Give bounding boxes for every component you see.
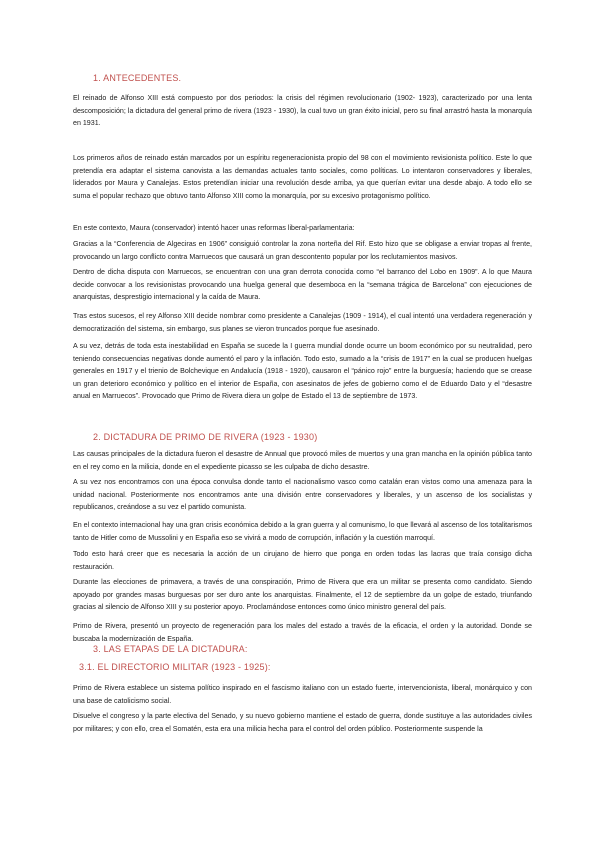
paragraph: Las causas principales de la dictadura fueron el desastre de Annual que provocó miles de muertos y una gran mancha en la opinión pública tanto en el rey como en la milicia, donde en el expediente picasso se les culpaba de dicho desastre. (73, 450, 532, 471)
paragraph: Tras estos sucesos, el rey Alfonso XIII decide nombrar como presidente a Canalejas (1909 - 1914), el cual intentó una verdadera regeneración y democratización del sistema, sin embargo, sus planes se vieron truncados porque fue asesinado. (73, 312, 532, 333)
paragraph: Durante las elecciones de primavera, a través de una conspiración, Primo de Rivera que era un militar se presenta como candidato. Siendo apoyado por grandes masas burguesas por ser duro ante los anarquistas. Finalmente, el 12 de septiembre da un golpe de estado, triunfando gracias al silencio de Alfonso XIII y su posterior apoyo. Proclamándose entonces como único ministro general del país. (73, 578, 532, 612)
paragraph: Gracias a la “Conferencia de Algeciras en 1906” consiguió controlar la zona norteña del Rif. Esto hizo que se obligase a enviar tropas al frente, provocando un largo conflicto contra Marruecos que causará un gran descontento popular por los reclutamientos masivos. (73, 240, 532, 261)
paragraph: A su vez, detrás de toda esta inestabilidad en España se sucede la I guerra mundial donde ocurre un boom económico por su neutralidad, pero teniendo consecuencias negativas donde aumentó el paro y la inflación. Todo esto, sumado a la “crisis de 1917” en la cual se producen huelgas generales en 1917 y el trienio de Bolchevique en Andalucía (1918 - 1920), causaron el “pánico rojo” entre la burguesía; haciendo que se crease un gran deterioro económico y político en el interior de España, con asesinatos de jefes de gobierno como el de Eduardo Dato y el “desastre anual en Marruecos”. Provocado que Primo de Rivera diera un golpe de Estado el 13 de septiembre de 1973. (73, 342, 532, 401)
section-heading-etapas: 3. LAS ETAPAS DE LA DICTADURA: (93, 644, 248, 654)
paragraph: Los primeros años de reinado están marcados por un espíritu regeneracionista propio del 98 con el movimiento revisionista político. Este lo que pretendía era adaptar el sistema canovista a las demandas actuales tanto sociales, como políticas. Lo intentaron conservadores y liberales, liderados por Maura y Canalejas. Estos pretendían iniciar una revolución desde arriba, ya que querían evitar una desde abajo. A todo ello se suma el popular rechazo que obtuvo tanto Alfonso XIII como la monarquía, por su excesivo protagonismo político. (73, 154, 532, 200)
paragraph: En este contexto, Maura (conservador) intentó hacer unas reformas liberal-parlamentaria: (73, 224, 355, 232)
subsection-heading-directorio: 3.1. EL DIRECTORIO MILITAR (1923 - 1925): (79, 662, 271, 672)
paragraph: En el contexto internacional hay una gran crisis económica debido a la gran guerra y al comunismo, lo que llevará al ascenso de los totalitarismos tanto de Hitler como de Mussolini y en España eso se vivirá a modo de corrupción, inflación y la cuestión marroquí. (73, 521, 532, 542)
paragraph: Disuelve el congreso y la parte electiva del Senado, y su nuevo gobierno mantiene el estado de guerra, donde sustituye a las autoridades civiles por militares; y con ello, crea el Somatén, esta era una milicia hecha para el control del orden público. Posteriormente suspende la (73, 712, 532, 733)
section-heading-antecedentes: 1. ANTECEDENTES. (93, 73, 182, 83)
paragraph: El reinado de Alfonso XIII está compuesto por dos periodos: la crisis del régimen revolucionario (1902- 1923), caracterizado por una lenta descomposición; la dictadura del general primo de rivera (1923 - 1930), la cual tuvo un gran éxito inicial, pero su final arrastró hasta la monarquía en 1931. (73, 94, 532, 128)
paragraph: Todo esto hará creer que es necesaria la acción de un cirujano de hierro que ponga en orden todas las lacras que traía consigo dicha restauración. (73, 550, 532, 571)
paragraph: Dentro de dicha disputa con Marruecos, se encuentran con una gran derrota conocida como “el barranco del Lobo en 1909”. A lo que Maura decide convocar a los revisionistas provocando una huelga general que desemboca en la “semana trágica de Barcelona” con ejecuciones de anarquistas, desprestigio internacional y la caída de Maura. (73, 268, 532, 302)
paragraph: A su vez nos encontramos con una época convulsa donde tanto el nacionalismo vasco como catalán eran vistos como una amenaza para la unidad nacional. Posteriormente nos encontramos ante una división entre conservadores y liberales, y un ascenso de los socialistas y republicanos, creándose a su vez el partido comunista. (73, 478, 532, 512)
paragraph: Primo de Rivera establece un sistema político inspirado en el fascismo italiano con un estado fuerte, intervencionista, liberal, monárquico y con una base de catolicismo social. (73, 684, 532, 705)
section-heading-dictadura: 2. DICTADURA DE PRIMO DE RIVERA (1923 - 1930) (93, 432, 318, 442)
paragraph: Primo de Rivera, presentó un proyecto de regeneración para los males del estado a través de la eficacia, el orden y la autoridad. Donde se buscaba la modernización de España. (73, 622, 532, 643)
